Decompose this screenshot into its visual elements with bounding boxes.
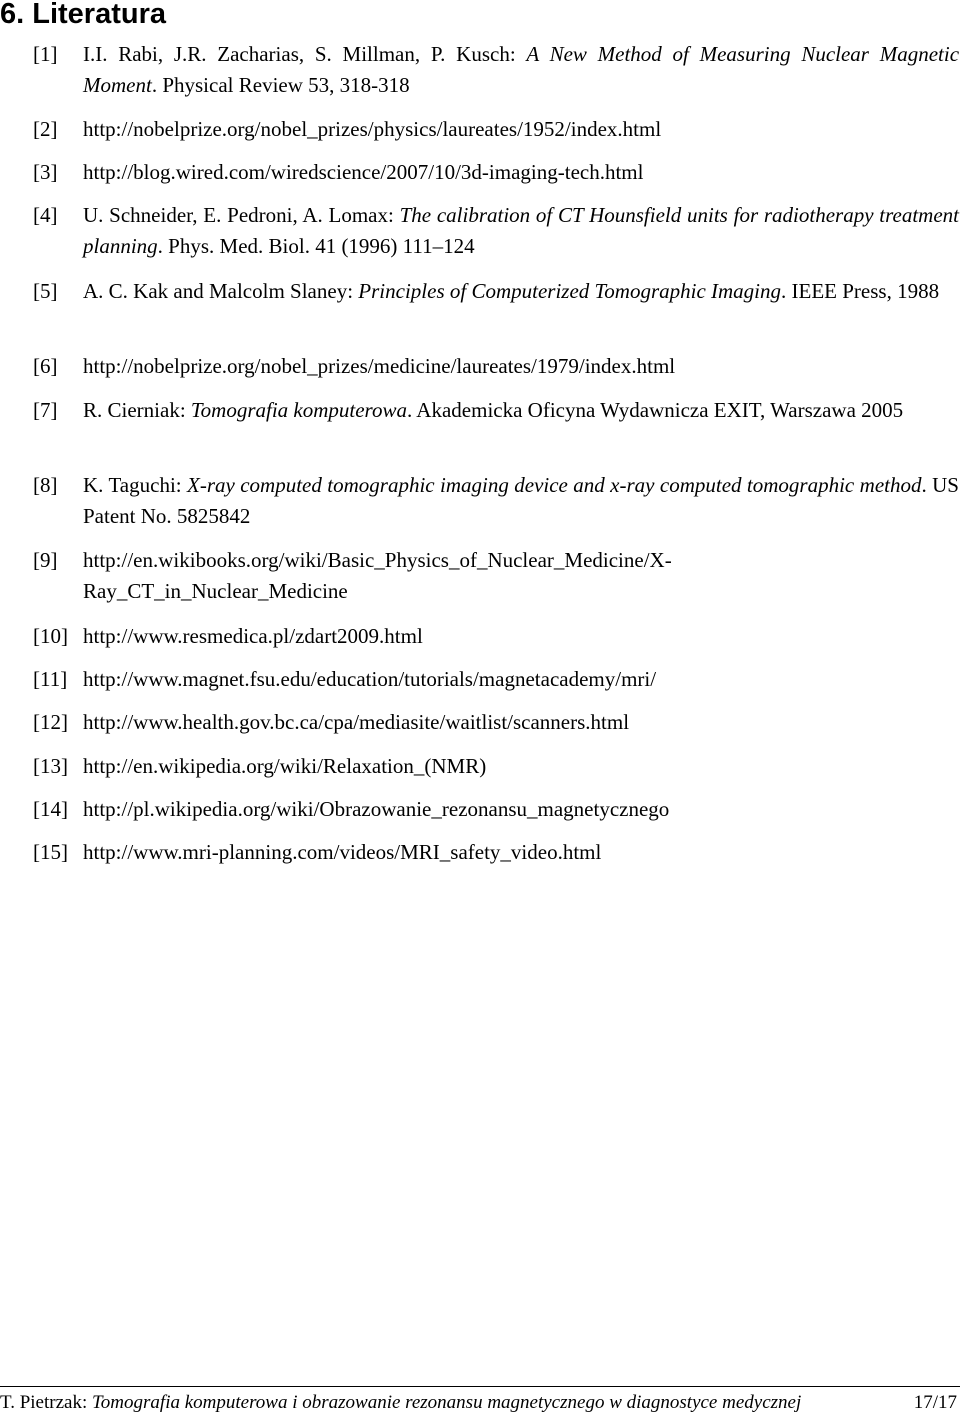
reference-text (83, 664, 959, 695)
reference-segment: . IEEE Press, 1988 (781, 279, 940, 303)
reference-segment: http://nobelprize.org/nobel_prizes/medicine/laureates/1979/index.html (83, 354, 676, 378)
reference-text (83, 545, 959, 607)
reference-text (83, 707, 959, 738)
reference-number: [14] (33, 797, 68, 821)
reference-number: [5] (33, 279, 58, 303)
reference-segment: Ray_CT_in_Nuclear_Medicine (83, 579, 348, 603)
reference-segment: . Physical Review 53, 318-318 (151, 73, 410, 97)
reference-item (0, 545, 960, 607)
reference-text (83, 39, 959, 101)
reference-segment: http://www.mri-planning.com/videos/MRI_safety_video.html (83, 840, 602, 864)
reference-text (83, 200, 959, 262)
reference-item (0, 351, 960, 382)
reference-segment: . Akademicka Oficyna Wydawnicza EXIT, Warszawa 2005 (406, 398, 904, 422)
reference-text (83, 157, 959, 188)
reference-segment: http://www.magnet.fsu.edu/education/tutorials/magnetacademy/mri/ (83, 667, 657, 691)
reference-segment: A. C. Kak and Malcolm Slaney: (83, 279, 359, 303)
reference-segment: http://www.resmedica.pl/zdart2009.html (83, 624, 423, 648)
reference-segment: I.I. Rabi, J.R. Zacharias, S. Millman, P. Kusch: (83, 42, 527, 66)
reference-number: [6] (33, 354, 58, 378)
reference-item (0, 751, 960, 782)
reference-item (0, 276, 960, 307)
footer-divider (0, 1386, 960, 1387)
reference-text (83, 794, 959, 825)
reference-item (0, 664, 960, 695)
reference-segment: R. Cierniak: (83, 398, 191, 422)
reference-segment: http://www.health.gov.bc.ca/cpa/mediasite/waitlist/scanners.html (83, 710, 630, 734)
reference-number: [10] (33, 624, 68, 648)
reference-text (83, 837, 959, 868)
footer-author: T. Pietrzak: (0, 1392, 92, 1413)
reference-number: [15] (33, 840, 68, 864)
reference-segment: http://en.wikipedia.org/wiki/Relaxation_(NMR) (83, 754, 487, 778)
reference-number: [2] (33, 117, 58, 141)
reference-text (83, 395, 959, 426)
reference-title: A New Method of Measuring Nuclear Magnetic Moment (83, 42, 960, 97)
reference-number: [11] (33, 667, 68, 691)
reference-number: [13] (33, 754, 68, 778)
reference-text (83, 114, 959, 145)
reference-number: [3] (33, 160, 58, 184)
footer-title: Tomografia komputerowa i obrazowanie rezonansu magnetycznego w diagnostyce medycznej (91, 1392, 802, 1413)
reference-title: The calibration of CT Hounsfield units for radiotherapy treatment planning (83, 203, 959, 258)
reference-segment: . US Patent No. 5825842 (83, 473, 959, 528)
reference-item (0, 395, 960, 426)
reference-item (0, 837, 960, 868)
reference-title: Principles of Computerized Tomographic Imaging (358, 279, 782, 303)
reference-item (0, 621, 960, 652)
reference-item (0, 707, 960, 738)
reference-segment: http://blog.wired.com/wiredscience/2007/10/3d-imaging-tech.html (83, 160, 644, 184)
reference-segment: http://nobelprize.org/nobel_prizes/physics/laureates/1952/index.html (83, 117, 662, 141)
reference-segment: http://pl.wikipedia.org/wiki/Obrazowanie_rezonansu_magnetycznego (83, 797, 670, 821)
reference-number: [8] (33, 473, 58, 497)
reference-text (83, 621, 959, 652)
reference-number: [4] (33, 203, 58, 227)
reference-segment: http://en.wikibooks.org/wiki/Basic_Physics_of_Nuclear_Medicine/X- (83, 548, 672, 572)
reference-item (0, 794, 960, 825)
reference-text (83, 351, 959, 382)
reference-number: [9] (33, 548, 58, 572)
reference-number: [1] (33, 42, 58, 66)
reference-segment: . Phys. Med. Biol. 41 (1996) 111–124 (157, 234, 475, 258)
reference-item (0, 39, 960, 101)
section-heading: 6. Literatura (0, 0, 166, 30)
reference-item (0, 114, 960, 145)
reference-text (83, 751, 959, 782)
reference-title: X-ray computed tomographic imaging device and x-ray computed tomographic method (187, 473, 922, 497)
reference-number: [7] (33, 398, 58, 422)
page-number: 17/17 (913, 1392, 957, 1413)
reference-segment: K. Taguchi: (83, 473, 188, 497)
reference-item (0, 470, 960, 532)
reference-text (83, 276, 959, 307)
reference-text (83, 470, 959, 532)
page-footer (0, 1391, 960, 1415)
reference-item (0, 157, 960, 188)
reference-segment: U. Schneider, E. Pedroni, A. Lomax: (83, 203, 400, 227)
reference-number: [12] (33, 710, 68, 734)
reference-item (0, 200, 960, 262)
reference-title: Tomografia komputerowa (190, 398, 407, 422)
